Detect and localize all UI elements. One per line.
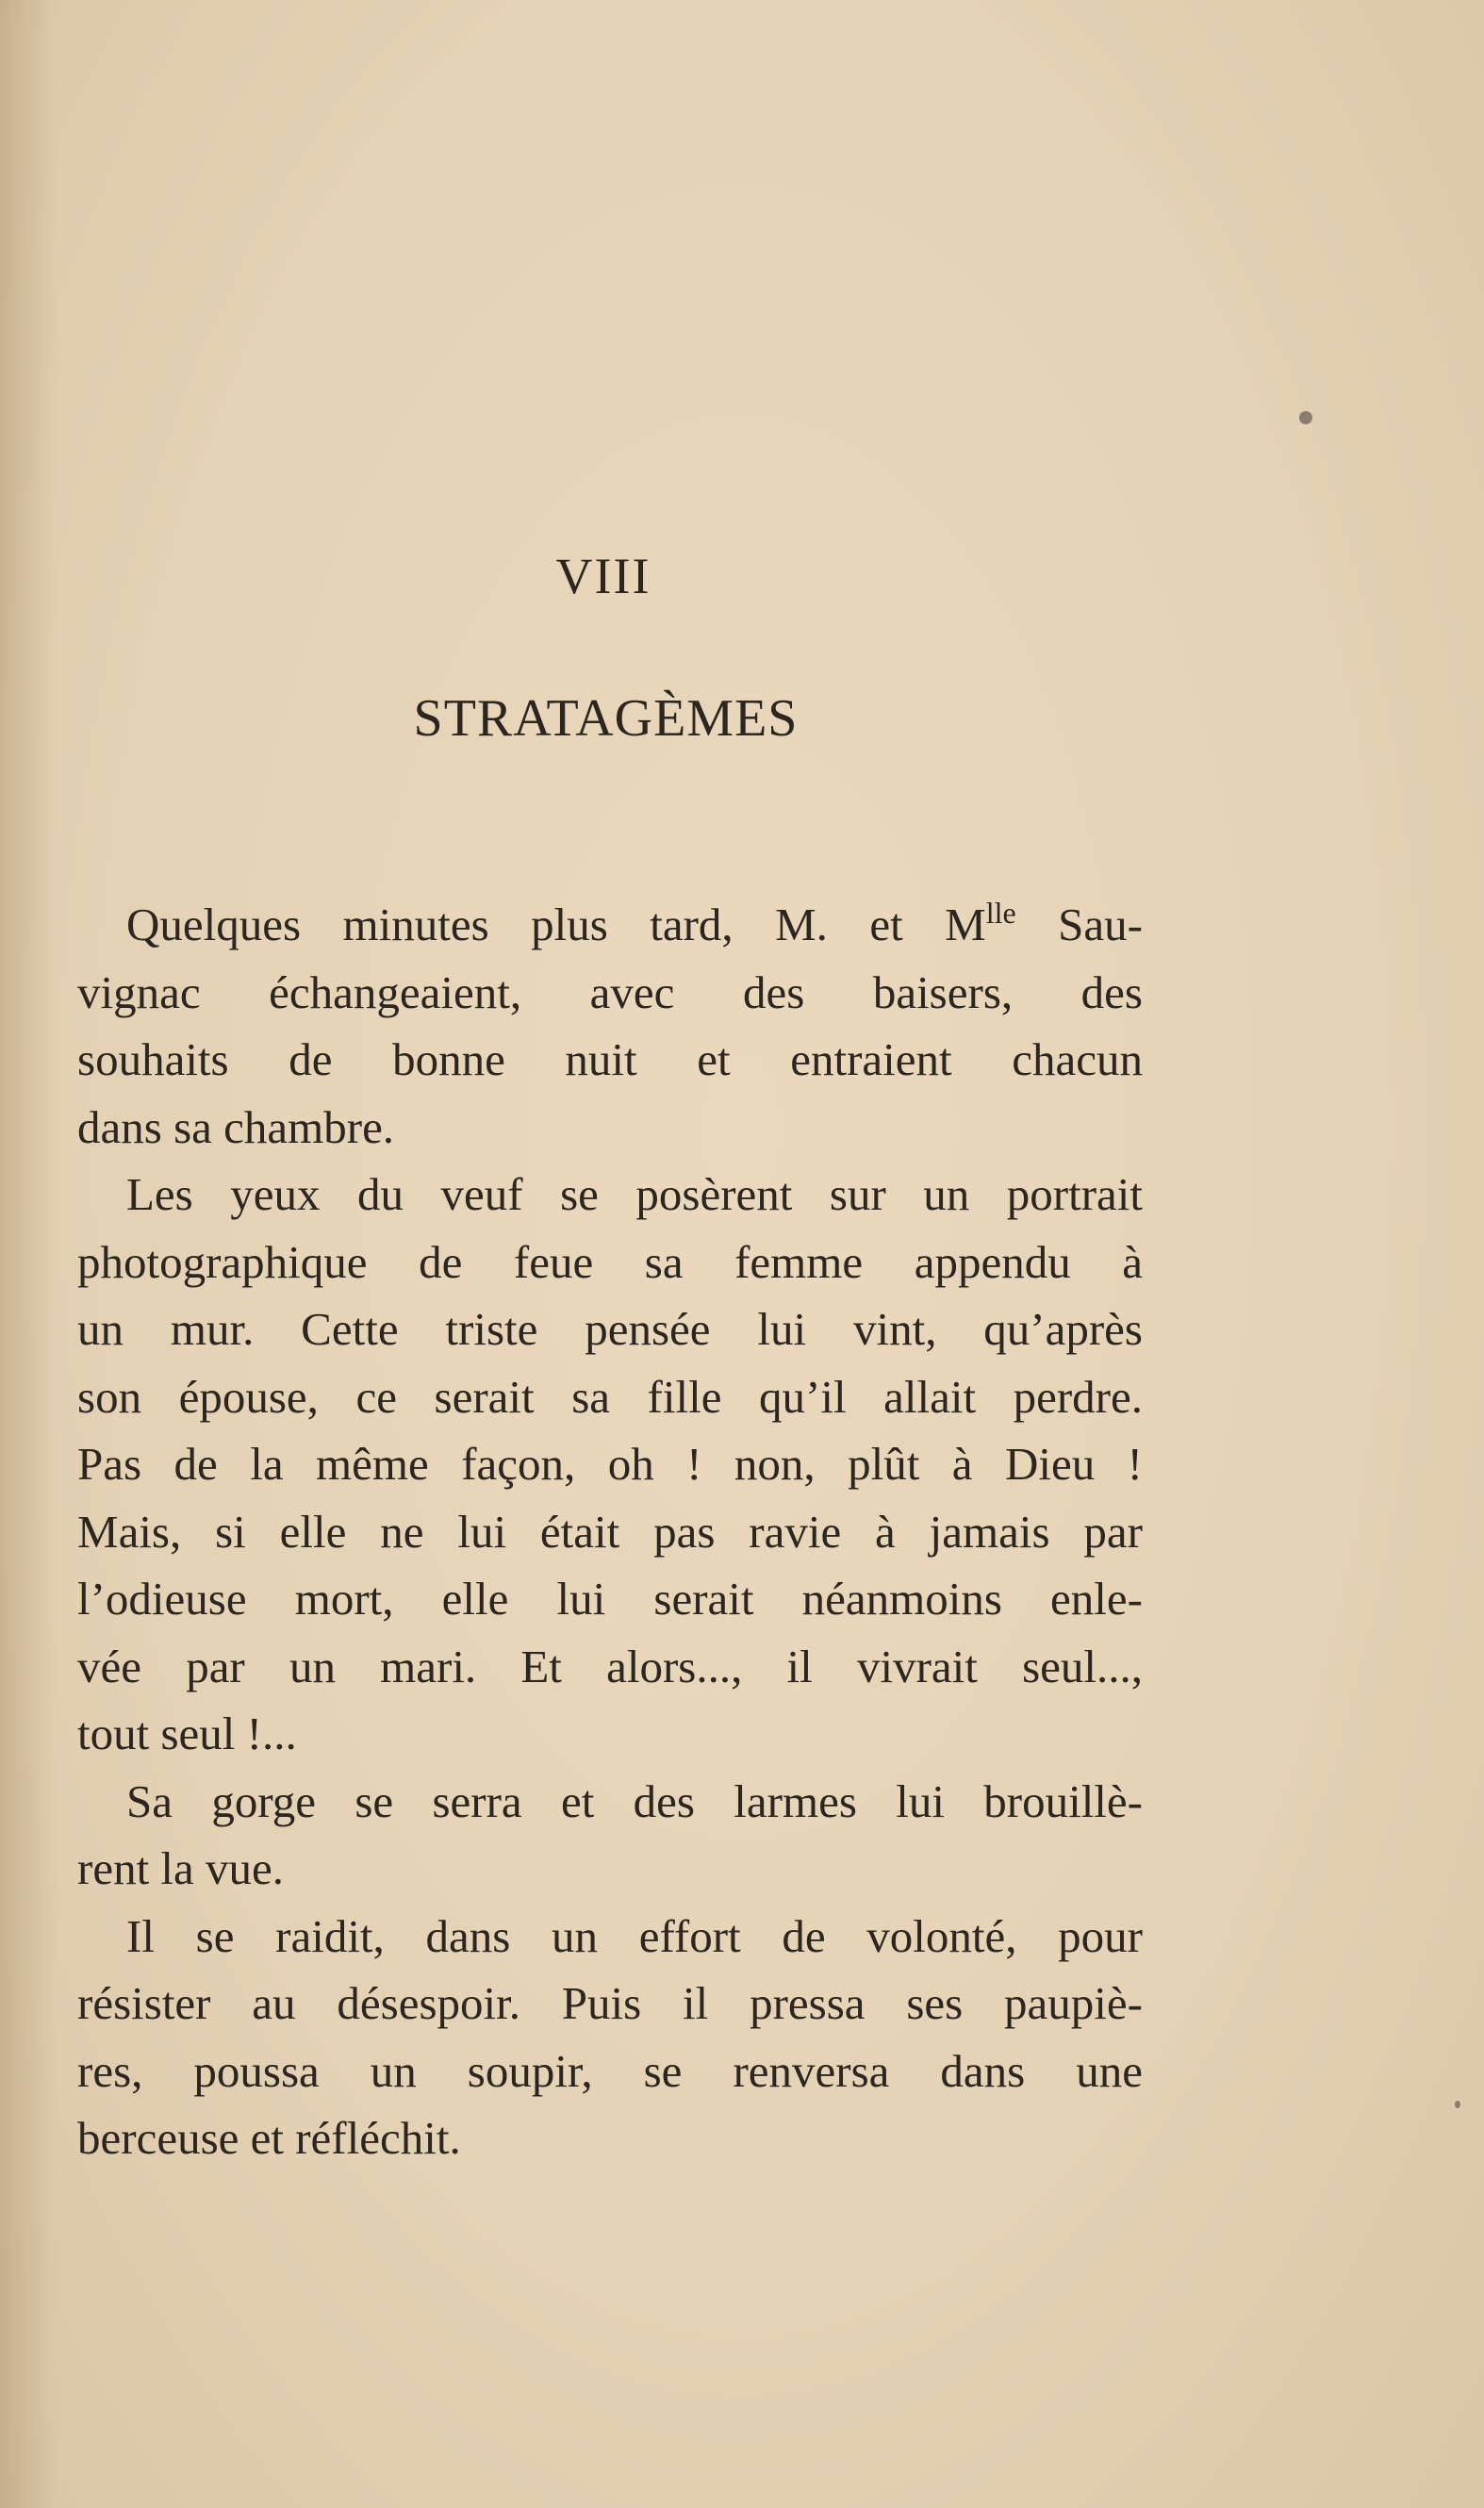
text-line: res, poussa un soupir, se renversa dans une [77,2044,1143,2097]
text-line: Quelques minutes plus tard, M. et $M^{lle}$ Sau- [126,896,1143,950]
text-line: tout seul !... [77,1708,297,1759]
text-line: vée par un mari. Et alors..., il vivrait seul..., [77,1640,1143,1692]
body-text [77,891,1143,2172]
text-line: souhaits de bonne nuit et entraient chacun [77,1033,1143,1085]
text-line: dans sa chambre. [77,1100,395,1153]
ink-spot [1299,411,1312,424]
text-line: Pas de la même façon, oh ! non, plût à Dieu ! [77,1438,1143,1490]
text-line: Les yeux du veuf se posèrent sur un portrait [126,1168,1143,1220]
superscript: lle [985,896,1016,930]
text-line: l’odieuse mort, elle lui serait néanmoins enle- [77,1573,1143,1625]
chapter-number: VIII [555,548,651,604]
ink-speck [1455,2101,1460,2108]
page-edge-shadow [0,0,57,2508]
chapter-title: STRATAGÈMES [413,689,799,748]
text-line: Mais, si elle ne lui était pas ravie à jamais par [77,1505,1143,1558]
text-line: rent la vue. [77,1842,285,1894]
text-line: résister au désespoir. Puis il pressa ses paupiè- [77,1977,1143,2029]
text-line: Il se raidit, dans un effort de volonté, pour [126,1909,1143,1962]
text-line: son épouse, ce serait sa fille qu’il allait perdre. [77,1370,1143,1423]
text-line: un mur. Cette triste pensée lui vint, qu’après [77,1303,1143,1355]
text-line: vignac échangeaient, avec des baisers, des [77,965,1143,1018]
text-line: photographique de feue sa femme appendu à [77,1235,1143,1288]
text-line: Sa gorge se serra et des larmes lui brouillè- [126,1774,1143,1827]
text-line: berceuse et réfléchit. [77,2112,461,2164]
